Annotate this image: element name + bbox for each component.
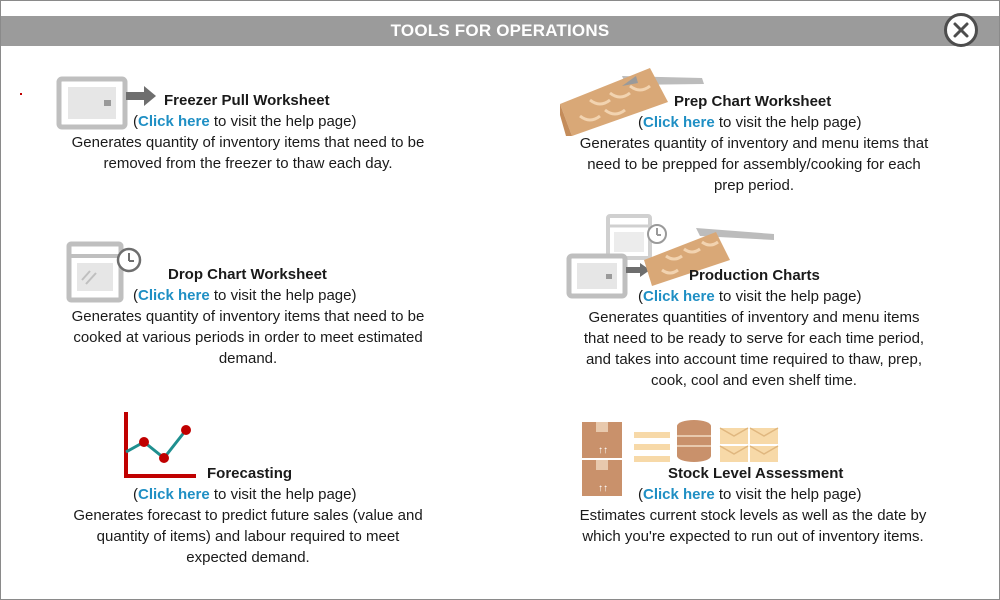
tool-title: Drop Chart Worksheet bbox=[168, 266, 327, 283]
help-line: (Click here to visit the help page) bbox=[638, 288, 862, 305]
tool-description: Estimates current stock levels as well as the date by which you're expected to run out of inventory items. bbox=[579, 507, 927, 545]
tool-description: Generates quantity of inventory and menu items that need to be prepped for assembly/cooking for each prep period. bbox=[579, 135, 929, 194]
tool-description: Generates quantity of inventory items that need to be removed from the freezer to thaw each day. bbox=[71, 134, 425, 172]
tool-description: Generates quantities of inventory and menu items that need to be ready to serve for each time period, and takes into account time required to thaw, prep, cook, cool and even shelf time. bbox=[583, 309, 925, 389]
close-button[interactable] bbox=[944, 13, 978, 47]
tool-title: Stock Level Assessment bbox=[668, 465, 844, 482]
help-link[interactable]: Click here bbox=[643, 486, 715, 503]
line-chart-icon bbox=[118, 410, 198, 482]
help-link[interactable]: Click here bbox=[138, 113, 210, 130]
help-line: (Click here to visit the help page) bbox=[133, 113, 357, 130]
help-link[interactable]: Click here bbox=[138, 287, 210, 304]
svg-text:↑↑: ↑↑ bbox=[598, 483, 608, 494]
dialog-title: TOOLS FOR OPERATIONS bbox=[1, 16, 999, 46]
close-icon bbox=[947, 16, 975, 44]
tool-description: Generates forecast to predict future sales (value and quantity of items) and labour required to meet expected demand. bbox=[73, 507, 423, 566]
stray-mark bbox=[20, 93, 22, 95]
help-line: (Click here to visit the help page) bbox=[638, 114, 862, 131]
help-line: (Click here to visit the help page) bbox=[133, 287, 357, 304]
tool-title: Freezer Pull Worksheet bbox=[164, 92, 330, 109]
tool-title: Forecasting bbox=[207, 465, 293, 482]
svg-text:↑↑: ↑↑ bbox=[598, 445, 608, 456]
tool-title: Production Charts bbox=[689, 267, 820, 284]
help-link[interactable]: Click here bbox=[643, 288, 715, 305]
help-link[interactable]: Click here bbox=[643, 114, 715, 131]
help-link[interactable]: Click here bbox=[138, 486, 210, 503]
help-line: (Click here to visit the help page) bbox=[638, 486, 862, 503]
tool-title: Prep Chart Worksheet bbox=[674, 93, 832, 110]
help-line: (Click here to visit the help page) bbox=[133, 486, 357, 503]
tool-description: Generates quantity of inventory items that need to be cooked at various periods in order to meet estimated demand. bbox=[71, 308, 425, 367]
